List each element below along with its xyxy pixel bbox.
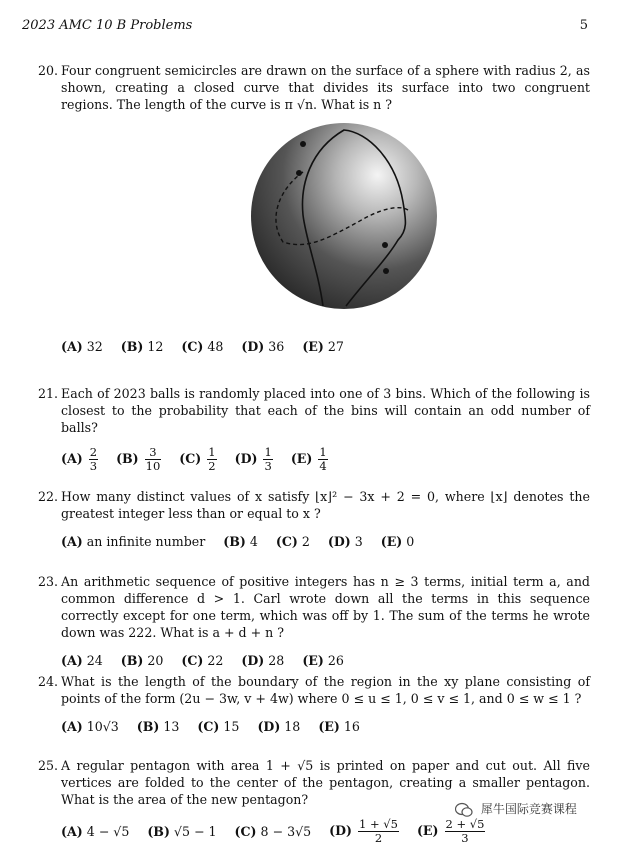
choice-fraction: $\frac{3}{10}$ — [145, 445, 161, 473]
problem-text: Four congruent semicircles are drawn on the surface of a sphere with radius 2, as shown, creating a closed curve that divides its surface into two congruent regions. The length of the curve is π √n. What is n ? — [61, 63, 590, 112]
choice-label: (E) — [302, 653, 324, 668]
choice-fraction: $\frac{1}{2}$ — [208, 445, 216, 473]
choice-value: 2 — [301, 534, 310, 549]
choice-fraction: $\frac{2}{3}$ — [89, 445, 98, 473]
choice-value: 22 — [207, 653, 224, 668]
curve-point — [382, 242, 388, 248]
choice-label: (B) — [116, 451, 139, 466]
problem-text: A regular pentagon with area 1 + √5 is printed on paper and cut out. All five vertices are folded to the center of the pentagon, creating a smaller pentagon. What is the area of the new pentagon? — [61, 758, 590, 807]
choice-label: (E) — [416, 823, 439, 838]
choice-value: an infinite number — [86, 534, 206, 549]
choice-value: 13 — [163, 719, 180, 734]
choice-fraction: $\frac{2 + √5}{3}$ — [445, 817, 485, 845]
choice-value: √5 − 1 — [173, 824, 217, 839]
problem-22 — [38, 488, 590, 550]
choice-label: (B) — [223, 534, 246, 549]
curve-point — [383, 268, 389, 274]
choice-value: 8 − 3√5 — [260, 824, 312, 839]
choice-label: (B) — [120, 339, 144, 354]
choice-label: (E) — [302, 339, 324, 354]
problem-23 — [38, 573, 590, 669]
problem-21 — [38, 385, 590, 473]
curve-point — [296, 170, 302, 176]
choice-label: (A) — [61, 719, 83, 734]
choice-value: 15 — [223, 719, 240, 734]
choice-value: 36 — [268, 339, 285, 354]
choice-label: (A) — [61, 653, 83, 668]
problem-number: 24. — [38, 674, 59, 689]
choice-fraction: $\frac{1}{4}$ — [319, 445, 327, 473]
curve-point — [300, 141, 306, 147]
choice-label: (B) — [136, 719, 160, 734]
choice-value: 18 — [284, 719, 301, 734]
choice-fraction: $\frac{1}{3}$ — [264, 445, 272, 473]
choice-label: (D) — [329, 823, 352, 838]
sphere — [251, 123, 437, 309]
choice-value: 48 — [207, 339, 224, 354]
choice-value: 24 — [86, 653, 103, 668]
choice-label: (C) — [179, 451, 202, 466]
problem-24 — [38, 673, 590, 735]
choice-value: 26 — [327, 653, 344, 668]
choice-label: (E) — [318, 719, 340, 734]
choice-label: (A) — [61, 451, 83, 466]
choice-label: (D) — [241, 653, 265, 668]
choice-label: (B) — [120, 653, 144, 668]
problem-number: 20. — [38, 63, 59, 78]
choice-value: 0 — [406, 534, 415, 549]
choice-label: (A) — [61, 534, 83, 549]
watermark-text: 犀牛国际竞赛课程 — [480, 802, 577, 816]
choice-label: (C) — [275, 534, 298, 549]
choice-value: 20 — [147, 653, 164, 668]
choice-value: 3 — [354, 534, 363, 549]
problem-number: 21. — [38, 386, 59, 401]
choice-label: (A) — [61, 824, 83, 839]
problem-number: 25. — [38, 758, 59, 773]
choice-label: (D) — [234, 451, 258, 466]
choice-fraction: $\frac{1 + √5}{2}$ — [359, 817, 398, 845]
choice-value: 32 — [86, 339, 103, 354]
page-number: 5 — [579, 18, 588, 33]
problem-number: 23. — [38, 574, 59, 589]
choice-label: (D) — [327, 534, 351, 549]
choice-value: 10√3 — [86, 719, 119, 734]
choice-value: 28 — [268, 653, 285, 668]
problem-text: What is the length of the boundary of the region in the xy plane consisting of points of the form (2u − 3w, v + 4w) where 0 ≤ u ≤ 1, 0 ≤ v ≤ 1, and 0 ≤ w ≤ 1 ? — [61, 674, 590, 706]
choice-label: (C) — [181, 339, 204, 354]
choice-value: 12 — [147, 339, 164, 354]
choice-label: (D) — [257, 719, 281, 734]
watermark — [455, 800, 615, 824]
choice-label: (E) — [290, 451, 313, 466]
choice-value: 27 — [327, 339, 344, 354]
choice-label: (C) — [181, 653, 204, 668]
choice-label: (A) — [61, 339, 83, 354]
problem-20 — [38, 62, 590, 113]
choice-value: 4 − √5 — [86, 824, 130, 839]
sphere-figure — [248, 120, 440, 312]
problem-20-choices — [38, 337, 590, 355]
choice-value: 16 — [343, 719, 360, 734]
choice-label: (E) — [380, 534, 403, 549]
problem-text: Each of 2023 balls is randomly placed into one of 3 bins. Which of the following is closest to the probability that each of the bins will contain an odd number of balls? — [61, 386, 590, 435]
problem-text: An arithmetic sequence of positive integers has n ≥ 3 terms, initial term a, and common difference d > 1. Carl wrote down all the terms in this sequence correctly except for one term, which was off by 1. The sum of the terms he wrote down was 222. What is a + d + n ? — [61, 574, 590, 640]
choice-label: (B) — [147, 824, 170, 839]
problem-number: 22. — [38, 489, 59, 504]
wechat-icon — [455, 802, 473, 818]
choice-label: (C) — [234, 824, 257, 839]
choice-label: (D) — [241, 339, 265, 354]
problem-text: How many distinct values of x satisfy ⌊x⌋² − 3x + 2 = 0, where ⌊x⌋ denotes the greatest integer less than or equal to x ? — [61, 489, 590, 521]
choice-value: 4 — [249, 534, 258, 549]
choice-label: (C) — [197, 719, 220, 734]
page-header-title: 2023 AMC 10 B Problems — [22, 18, 193, 33]
